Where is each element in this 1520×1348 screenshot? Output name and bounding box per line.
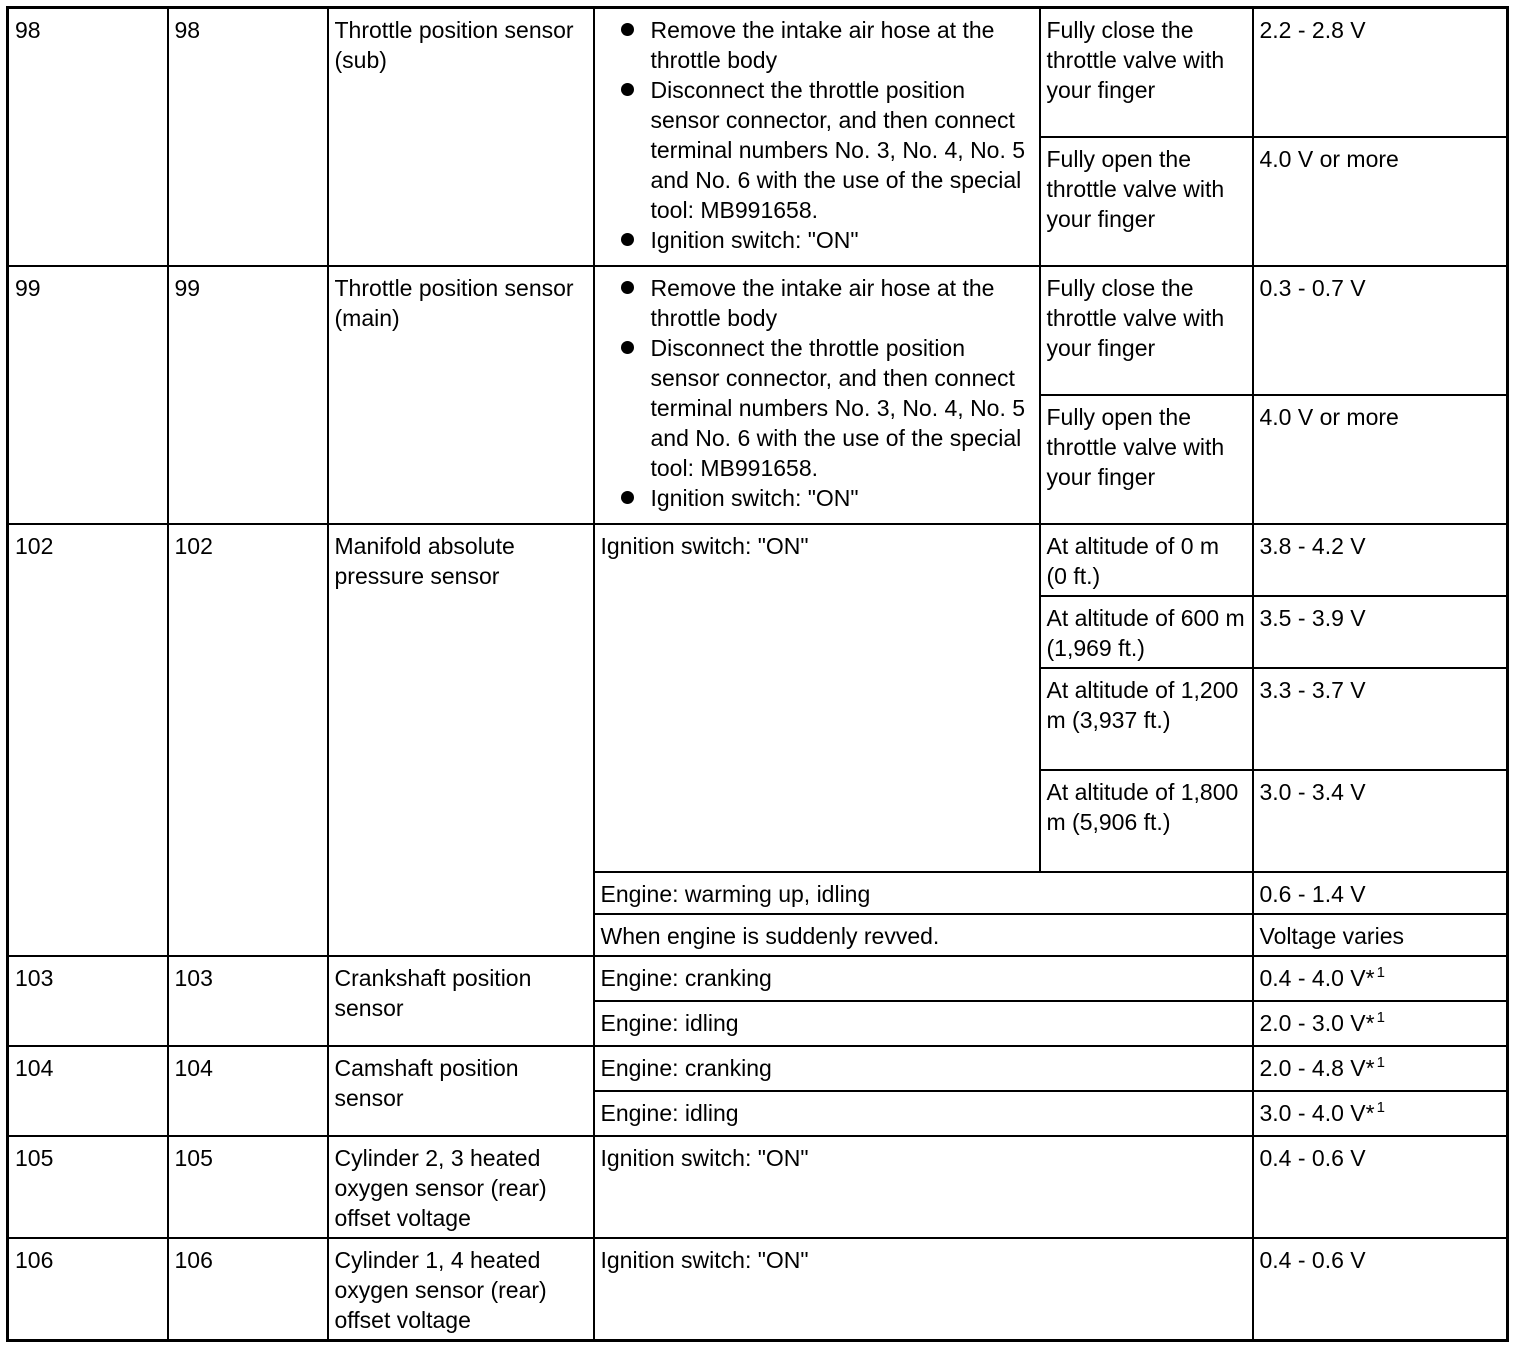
normal-condition-value: 3.5 - 3.9 V [1253, 596, 1508, 668]
sub-condition: At altitude of 1,200 m (3,937 ft.) [1040, 668, 1253, 770]
normal-condition-value: 4.0 V or more [1253, 395, 1508, 524]
table-row-104 [8, 1046, 1508, 1091]
terminal-no: 98 [8, 8, 168, 266]
terminal-no: 99 [8, 266, 168, 524]
check-conditions [594, 8, 1040, 266]
normal-condition-value: 3.8 - 4.2 V [1253, 524, 1508, 596]
sub-condition: At altitude of 600 m (1,969 ft.) [1040, 596, 1253, 668]
table-row-99 [8, 266, 1508, 395]
normal-condition-value: 0.4 - 0.6 V [1253, 1136, 1508, 1238]
normal-condition-value: 3.3 - 3.7 V [1253, 668, 1508, 770]
item-no: 102 [168, 524, 328, 956]
sub-condition: Fully close the throttle valve with your finger [1040, 8, 1253, 137]
terminal-no: 103 [8, 956, 168, 1046]
table-row-102 [8, 524, 1508, 596]
item-no: 98 [168, 8, 328, 266]
bullet-icon [621, 23, 634, 36]
table-row-98 [8, 8, 1508, 137]
bullet-icon [621, 281, 634, 294]
table-row-106 [8, 1238, 1508, 1341]
normal-condition-value: 2.0 - 3.0 V* $^1$ [1253, 1001, 1508, 1046]
list-item: Remove the intake air hose at the throttle body [601, 15, 1033, 75]
normal-condition-value: 0.4 - 0.6 V [1253, 1238, 1508, 1341]
check-item: Throttle position sensor (sub) [328, 8, 594, 266]
check-conditions: Ignition switch: "ON" [594, 1136, 1253, 1238]
normal-condition-value: 4.0 V or more [1253, 137, 1508, 266]
check-conditions: Engine: idling [594, 1001, 1253, 1046]
footnote-marker: 1 [1376, 1098, 1385, 1116]
normal-condition-value: 2.2 - 2.8 V [1253, 8, 1508, 137]
check-conditions: Ignition switch: "ON" [594, 524, 1040, 872]
terminal-no: 105 [8, 1136, 168, 1238]
bullet-icon [621, 341, 634, 354]
check-item: Crankshaft position sensor [328, 956, 594, 1046]
check-conditions: Engine: warming up, idling [594, 872, 1253, 914]
bullet-icon [621, 233, 634, 246]
normal-condition-value: 2.0 - 4.8 V* $^1$ [1253, 1046, 1508, 1091]
table-row-105 [8, 1136, 1508, 1238]
check-item: Cylinder 1, 4 heated oxygen sensor (rear) offset voltage [328, 1238, 594, 1341]
list-item: Ignition switch: "ON" [601, 225, 1033, 255]
table-row-103 [8, 956, 1508, 1001]
check-conditions: Engine: cranking [594, 1046, 1253, 1091]
normal-condition-value: 3.0 - 4.0 V* $^1$ [1253, 1091, 1508, 1136]
terminal-voltage-table [6, 6, 1509, 1342]
bullet-icon [621, 83, 634, 96]
check-conditions: Engine: idling [594, 1091, 1253, 1136]
item-no: 103 [168, 956, 328, 1046]
condition-list [601, 273, 1033, 513]
terminal-no: 106 [8, 1238, 168, 1341]
terminal-no: 104 [8, 1046, 168, 1136]
normal-condition-value: 0.4 - 4.0 V* $^1$ [1253, 956, 1508, 1001]
check-item: Camshaft position sensor [328, 1046, 594, 1136]
list-item: Disconnect the throttle position sensor connector, and then connect terminal numbers No. 3, No. 4, No. 5 and No. 6 with the use of the special tool: MB991658. [601, 75, 1033, 225]
list-item: Remove the intake air hose at the throttle body [601, 273, 1033, 333]
check-item: Cylinder 2, 3 heated oxygen sensor (rear) offset voltage [328, 1136, 594, 1238]
sub-condition: At altitude of 0 m (0 ft.) [1040, 524, 1253, 596]
item-no: 105 [168, 1136, 328, 1238]
item-no: 99 [168, 266, 328, 524]
check-item: Manifold absolute pressure sensor [328, 524, 594, 956]
check-conditions [594, 266, 1040, 524]
terminal-no: 102 [8, 524, 168, 956]
footnote-marker: 1 [1376, 963, 1385, 981]
item-no: 104 [168, 1046, 328, 1136]
item-no: 106 [168, 1238, 328, 1341]
check-item: Throttle position sensor (main) [328, 266, 594, 524]
bullet-icon [621, 491, 634, 504]
check-conditions: Engine: cranking [594, 956, 1253, 1001]
condition-list [601, 15, 1033, 255]
sub-condition: Fully open the throttle valve with your finger [1040, 395, 1253, 524]
sub-condition: Fully close the throttle valve with your finger [1040, 266, 1253, 395]
footnote-marker: 1 [1376, 1008, 1385, 1026]
list-item: Disconnect the throttle position sensor connector, and then connect terminal numbers No. 3, No. 4, No. 5 and No. 6 with the use of the special tool: MB991658. [601, 333, 1033, 483]
normal-condition-value: 0.6 - 1.4 V [1253, 872, 1508, 914]
normal-condition-value: 3.0 - 3.4 V [1253, 770, 1508, 872]
normal-condition-value: Voltage varies [1253, 914, 1508, 956]
check-conditions: When engine is suddenly revved. [594, 914, 1253, 956]
footnote-marker: 1 [1376, 1053, 1385, 1071]
list-item: Ignition switch: "ON" [601, 483, 1033, 513]
normal-condition-value: 0.3 - 0.7 V [1253, 266, 1508, 395]
check-conditions: Ignition switch: "ON" [594, 1238, 1253, 1341]
sub-condition: At altitude of 1,800 m (5,906 ft.) [1040, 770, 1253, 872]
sub-condition: Fully open the throttle valve with your finger [1040, 137, 1253, 266]
